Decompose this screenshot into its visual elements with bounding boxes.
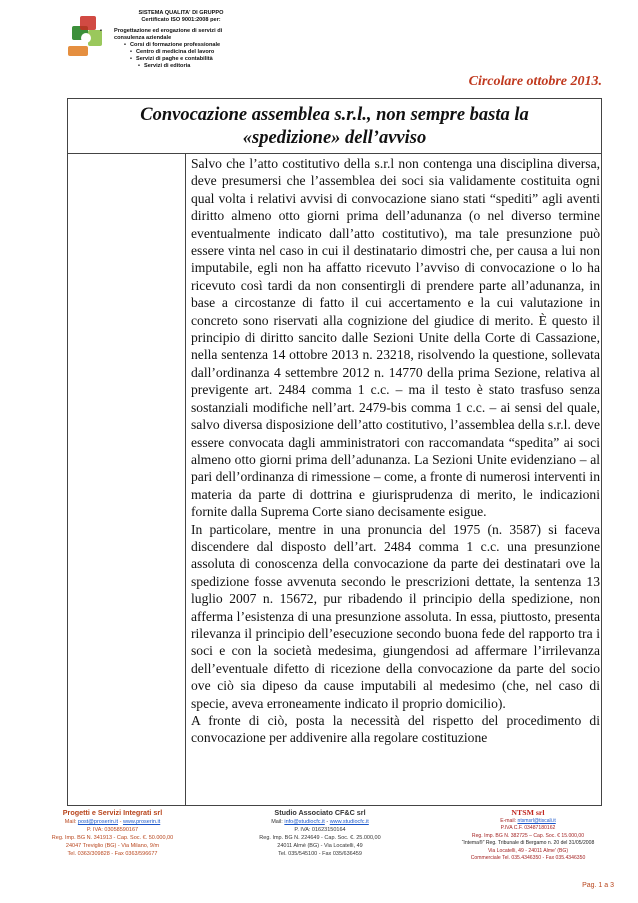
footer-cfc — [225, 808, 415, 858]
footer-registration-note: “Intema®” Reg. Tribunale di Bergamo n. 20 del 31/05/2008 — [461, 840, 595, 847]
footer-web-link[interactable]: www.proserin.it — [122, 819, 161, 825]
article-title — [68, 104, 601, 150]
footer-company-name: NTSM srl — [511, 808, 545, 817]
quality-title: SISTEMA QUALITA' DI GRUPPO — [138, 10, 224, 16]
footer-email-link[interactable]: post@proserin.it — [77, 819, 119, 825]
footer-reg: Reg. Imp. BG N. 382725 – Cap. Soc. € 15.000,00 — [471, 832, 585, 839]
footer-address: Via Locatelli, 49 - 24011 Alme' (BG) — [487, 847, 569, 854]
footer-company-name: Studio Associato CF&C srl — [274, 808, 366, 817]
footer-reg: Reg. Imp. BG N. 224649 - Cap. Soc. €. 25.000,00 — [259, 835, 381, 841]
footer-contacts: E-mail: ntsmsrl@tiscali.it — [500, 818, 556, 824]
footer-commercial: Commerciale Tel. 035.4346350 - Fax 035.4346350 — [470, 855, 586, 862]
article-paragraph: A fronte di ciò, posta la necessità del rispetto del procedimento di convocazione per addivenire alla regolare costituzione — [191, 713, 600, 746]
footer-phone: Tel. 035/545100 - Fax 035/636459 — [278, 851, 362, 857]
footer-address: 24047 Treviglio (BG) - Via Milano, 9/m — [65, 843, 160, 849]
footer-piva: P. IVA: 03058590167 — [86, 827, 139, 833]
footer-company-name: Progetti e Servizi Integrati srl — [62, 808, 163, 817]
article-body — [187, 154, 601, 805]
page-number: Pag. 1 a 3 — [582, 882, 614, 889]
article-paragraph: In particolare, mentre in una pronuncia del 1975 (n. 3587) si faceva discendere dal disposto dell’art. 2484 comma 1 c.c. una presunzione assoluta di conoscenza della convocazione da parte dei destinatari ove la spedizione fosse avvenuta secondo le prescrizioni dettate, la sentenza 13 luglio 2007 n. 15672, pur ribadendo il principio della spedizione, non afferma l’esistenza di una presunzione assoluta. In essa, piuttosto, presenta rilevanza il principio dell’esecuzione secondo buona fede del rapporto tra i soci e con la società medesima, giungendosi ad affermare l’irrilevanza dell’eventuale difetto di ricezione della convocazione da parte del socio ove ciò sia dipeso da cause imputabili al medesimo (che, nel caso di specie, aveva erroneamente indicato il proprio domicilio). — [191, 521, 600, 711]
footer-reg: Reg. Imp. BG N. 341913 - Cap. Soc. €. 50.000,00 — [51, 835, 174, 841]
footer-piva: P. IVA: 01623150164 — [294, 827, 346, 833]
quality-certification — [106, 10, 256, 70]
footer-email-link[interactable]: ntsmsrl@tiscali.it — [517, 818, 556, 824]
article-title-row — [68, 99, 601, 154]
quality-item: • Corsi di formazione professionale — [106, 42, 256, 49]
footer-phone: Tel. 0363/309828 - Fax 0363/596677 — [67, 851, 158, 857]
article-left-column — [68, 154, 186, 805]
footer-proserin — [20, 808, 205, 858]
quality-list — [106, 28, 256, 70]
proserin-logo — [66, 12, 106, 70]
footer-address: 24011 Almè (BG) - Via Locatelli, 49 — [277, 843, 363, 849]
quality-cert: Certificato ISO 9001:2008 per: — [141, 17, 221, 23]
quality-item: • Progettazione ed erogazione di servizi di consulenza aziendale — [106, 28, 246, 42]
article-title-line1: Convocazione assemblea s.r.l., non sempre basta la — [140, 105, 529, 125]
article-title-line2: «spedizione» dell’avviso — [242, 128, 427, 148]
footer-piva: P.IVA C.F. 03487180162 — [500, 825, 556, 832]
quality-item: • Servizi di editoria — [106, 63, 256, 70]
footer-contacts: Mail: post@proserin.it - www.proserin.it — [64, 819, 161, 825]
footer-contacts: Mail: info@studiocfc.it - www.studiocfc.it — [271, 819, 369, 825]
article-paragraph: Salvo che l’atto costitutivo della s.r.l non contenga una disciplina diversa, deve presumersi che l’assemblea dei soci sia validamente costituita ogni qual volta i relativi avvisi di convocazione siano stati “spediti” agli aventi diritto almeno otto giorni prima dell’adunanza (o nel diverso termine eventualmente indicato dall’atto costitutivo), ma tale presunzione può essere vinta nel caso in cui il destinatario dimostri che, per causa a lui non imputabile, egli non ha affatto ricevuto l’avviso di convocazione o lo ha ricevuto così tardi da non consentirgli di prendere parte all’adunanza, in base a circostanze di fatto il cui accertamento e la cui valutazione in concreto sono riservati alla cognizione del giudice di merito. È questo il principio di diritto sancito dalle Sezioni Unite della Corte di Cassazione, nella sentenza 14 ottobre 2013 n. 23218, risolvendo la questione, sollevata dall’ordinanza 4 settembre 2012 n. 14770 della prima Sezione, relativa al previgente art. 2484 comma 1 c.c. – ma il testo è stato trasfuso senza sostanziali modifiche nell’art. 2479-bis comma 1 c.c. – ai sensi del quale, salvo diversa disposizione dell’atto costitutivo, l’assemblea della s.r.l. deve essere convocata dagli amministratori con raccomandata “spedita” ai soci almeno otto giorni prima dell’adunanza. La Sezioni Unite evidenziano – al pari dell’ordinanza di rimessione – come, a fronte di numerosi interventi in materia da parte di dottrina e giurisprudenza di merito, le indicazioni fornite dalla Suprema Corte siano decisamente esigue. — [191, 156, 600, 520]
article-table — [67, 98, 602, 806]
quality-item: • Centro di medicina del lavoro — [106, 49, 256, 56]
circolare-date: Circolare ottobre 2013. — [468, 74, 602, 89]
quality-item: • Servizi di paghe e contabilità — [106, 56, 256, 63]
footer-ntsm — [432, 808, 624, 862]
footer-web-link[interactable]: www.studiocfc.it — [329, 819, 369, 825]
footer-email-link[interactable]: info@studiocfc.it — [284, 819, 325, 825]
